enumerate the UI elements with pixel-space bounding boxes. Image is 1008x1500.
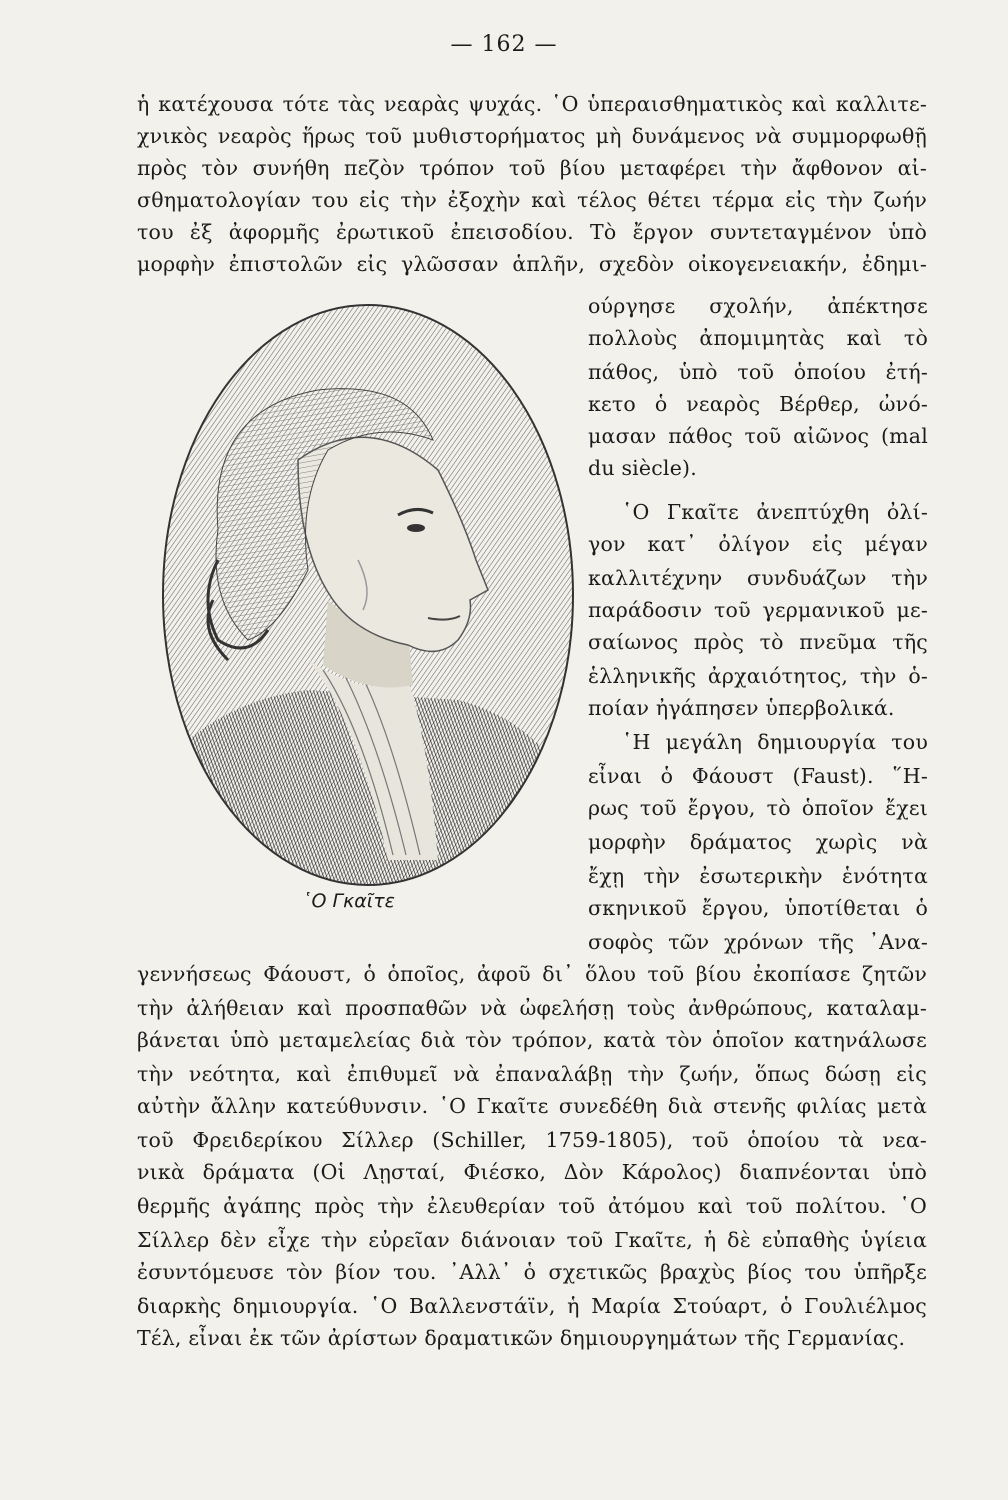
text-line: γον κατ᾽ ὀλίγον εἰς μέγαν — [588, 532, 928, 556]
goethe-portrait — [158, 300, 578, 890]
text-line: σκηνικοῦ ἔργου, ὑποτίθεται ὁ — [588, 896, 928, 920]
text-line: σοφὸς τῶν χρόνων τῆς ᾿Ανα- — [588, 930, 928, 954]
text-line: ποίαν ἠγάπησεν ὑπερβολικά. — [588, 696, 895, 720]
text-line: παράδοσιν τοῦ γερμανικοῦ με- — [588, 598, 928, 622]
text-line: αὐτὴν ἄλλην κατεύθυνσιν. ῾Ο Γκαῖτε συνεδέθη διὰ στενῆς φιλίας μετὰ — [137, 1094, 927, 1118]
page-number: — 162 — — [450, 32, 558, 57]
text-line: βάνεται ὑπὸ μεταμελείας διὰ τὸν τρόπον, κατὰ τὸν ὁποῖον κατηνάλωσε — [137, 1028, 927, 1052]
text-line: Τέλ, εἶναι ἐκ τῶν ἀρίστων δραματικῶν δημιουργημάτων τῆς Γερμανίας. — [137, 1326, 906, 1350]
text-line: ούργησε σχολήν, ἀπέκτησε — [588, 294, 928, 318]
text-line: τοῦ Φρειδερίκου Σίλλερ (Schiller, 1759-1805), τοῦ ὁποίου τὰ νεα- — [137, 1128, 927, 1152]
text-line: σαίωνος πρὸς τὸ πνεῦμα τῆς — [588, 630, 928, 654]
text-line: γεννήσεως Φάουστ, ὁ ὁποῖος, ἀφοῦ δι᾽ ὅλου τοῦ βίου ἐκοπίασε ζητῶν — [137, 962, 927, 986]
text-line: ἐσυντόμευσε τὸν βίον του. ᾿Αλλ᾽ ὁ σχετικῶς βραχὺς βίος του ὑπῆρξε — [137, 1260, 927, 1284]
text-line: μασαν πάθος τοῦ αἰῶνος (mal — [588, 424, 928, 448]
text-line: ἑλληνικῆς ἀρχαιότητος, τὴν ὁ- — [588, 664, 928, 688]
text-line: Σίλλερ δὲν εἶχε τὴν εὐρεῖαν διάνοιαν τοῦ Γκαῖτε, ἡ δὲ εὐπαθὴς ὑγίεια — [137, 1228, 927, 1252]
text-line: πρὸς τὸν συνήθη πεζὸν τρόπον τοῦ βίου μεταφέρει τὴν ἄφθονον αἰ- — [137, 156, 927, 180]
text-line: πολλοὺς ἀπομιμητὰς καὶ τὸ — [588, 326, 928, 350]
text-line: κετο ὁ νεαρὸς Βέρθερ, ὠνό- — [588, 392, 928, 416]
text-line: ρως τοῦ ἔργου, τὸ ὁποῖον ἔχει — [588, 796, 928, 820]
text-line: du siècle). — [588, 456, 697, 480]
text-line: μορφὴν ἐπιστολῶν εἰς γλῶσσαν ἁπλῆν, σχεδὸν οἰκογενειακήν, ἐδημι- — [137, 252, 927, 276]
text-line: μορφὴν δράματος χωρὶς νὰ — [588, 830, 928, 854]
text-line: ῾Η μεγάλη δημιουργία του — [622, 730, 928, 754]
text-line: εἶναι ὁ Φάουστ (Faust). ῞Η- — [588, 764, 928, 788]
text-line: ῾Ο Γκαῖτε ἀνεπτύχθη ὀλί- — [622, 500, 928, 524]
text-line: τὴν νεότητα, καὶ ἐπιθυμεῖ νὰ ἐπαναλάβῃ τὴν ζωήν, ὅπως δώσῃ εἰς — [137, 1062, 927, 1086]
text-line: τὴν ἀλήθειαν καὶ προσπαθῶν νὰ ὠφελήσῃ τοὺς ἀνθρώπους, καταλαμ- — [137, 996, 927, 1020]
text-line: καλλιτέχνην συνδυάζων τὴν — [588, 566, 928, 590]
text-line: πάθος, ὑπὸ τοῦ ὁποίου ἐτή- — [588, 360, 928, 384]
text-line: νικὰ δράματα (Οἱ Λῃσταί, Φιέσκο, Δὸν Κάρολος) διαπνέονται ὑπὸ — [137, 1160, 927, 1184]
text-line: σθηματολογίαν του εἰς τὴν ἐξοχὴν καὶ τέλος θέτει τέρμα εἰς τὴν ζωήν — [137, 188, 927, 212]
text-line: του ἐξ ἀφορμῆς ἐρωτικοῦ ἐπεισοδίου. Τὸ ἔργον συντεταγμένον ὑπὸ — [137, 220, 927, 244]
text-line: θερμῆς ἀγάπης πρὸς τὴν ἐλευθερίαν τοῦ ἀτόμου καὶ τοῦ πολίτου. ῾Ο — [137, 1194, 927, 1218]
text-line: χνικὸς νεαρὸς ἥρως τοῦ μυθιστορήματος μὴ δυνάμενος νὰ συμμορφωθῇ — [137, 124, 927, 148]
text-line: ἔχῃ τὴν ἐσωτερικὴν ἑνότητα — [588, 864, 928, 888]
text-line: ἡ κατέχουσα τότε τὰς νεαρὰς ψυχάς. ῾Ο ὑπεραισθηματικὸς καὶ καλλιτε- — [137, 92, 927, 116]
text-line: διαρκὴς δημιουργία. ῾Ο Βαλλενστάϊν, ἡ Μαρία Στούαρτ, ὁ Γουλιέλμος — [137, 1294, 927, 1318]
portrait-caption: ῾Ο Γκαῖτε — [302, 890, 395, 912]
